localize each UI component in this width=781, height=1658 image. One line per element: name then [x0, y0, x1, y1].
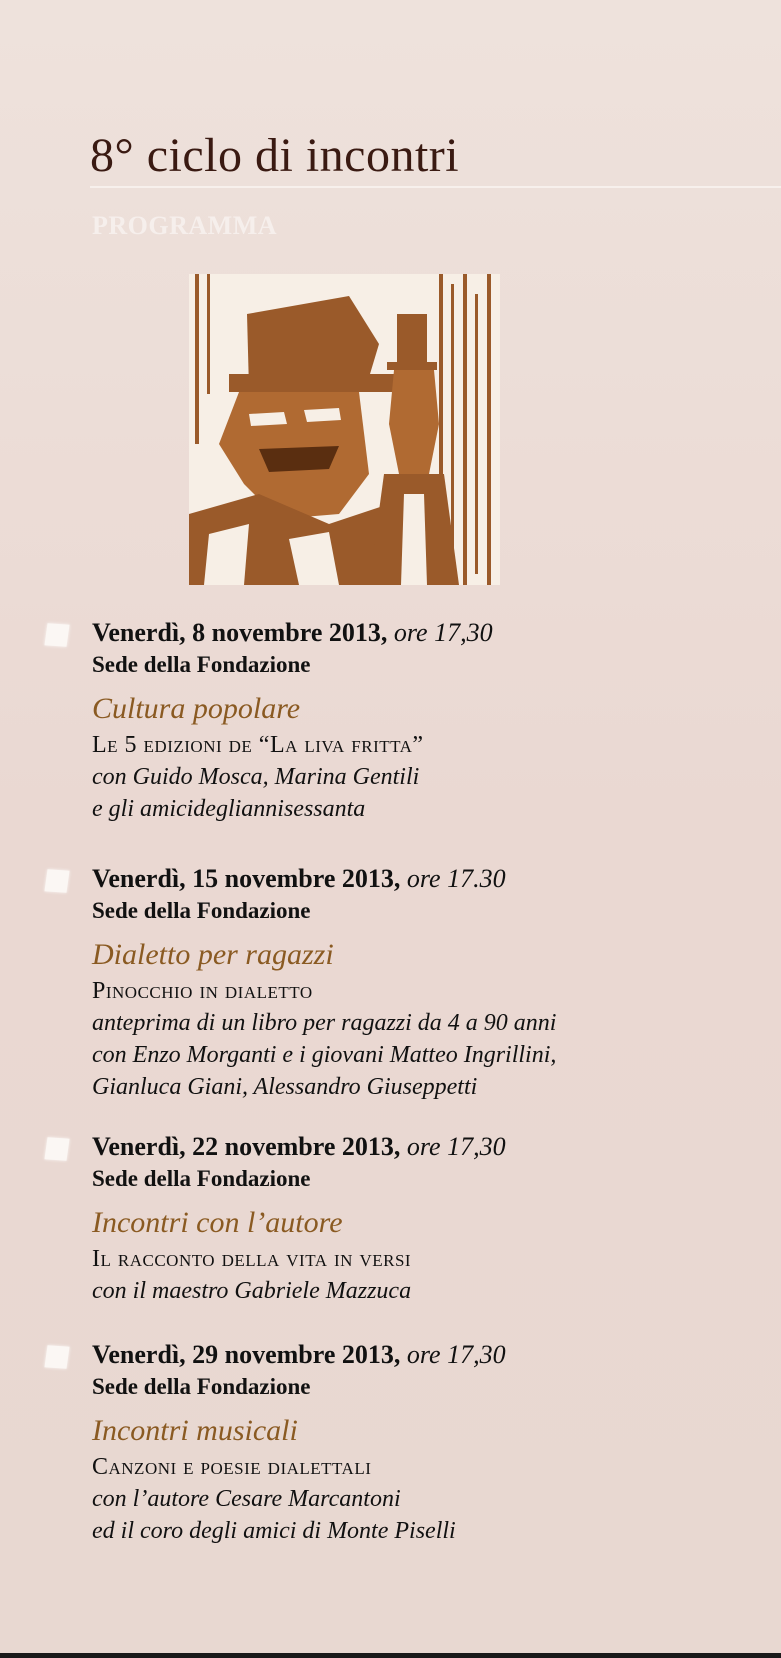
- bottom-edge: [0, 1653, 781, 1658]
- event-desc-line: con il maestro Gabriele Mazzuca: [92, 1278, 412, 1304]
- event-category: Cultura popolare: [92, 692, 301, 725]
- event-desc-line: e gli amicidegliannisessanta: [92, 796, 366, 822]
- event-time: ore 17,30: [406, 1340, 506, 1369]
- event-place: Sede della Fondazione: [92, 898, 311, 923]
- event-place: Sede della Fondazione: [92, 652, 311, 677]
- event-time: ore 17,30: [406, 1132, 506, 1161]
- title-divider: [90, 186, 781, 188]
- event-category: Dialetto per ragazzi: [92, 938, 334, 971]
- bullet-marker: [44, 1345, 69, 1369]
- event-headline: Canzoni e poesie dialettali: [92, 1454, 372, 1480]
- event-desc-line: con l’autore Cesare Marcantoni: [92, 1486, 401, 1512]
- event-time: ore 17.30: [406, 864, 506, 893]
- event-desc-line: ed il coro degli amici di Monte Piselli: [92, 1518, 456, 1544]
- event-time: ore 17,30: [393, 618, 493, 647]
- event-place: Sede della Fondazione: [92, 1374, 311, 1399]
- event-date: Venerdì, 15 novembre 2013, ore 17.30: [92, 864, 506, 893]
- event-headline: Il racconto della vita in versi: [92, 1246, 412, 1272]
- program-subtitle: PROGRAMMA: [92, 211, 278, 240]
- event-desc-line: Gianluca Giani, Alessandro Giuseppetti: [92, 1074, 478, 1100]
- event-desc-line: con Guido Mosca, Marina Gentili: [92, 764, 420, 790]
- event-category: Incontri musicali: [92, 1414, 298, 1447]
- event-category: Incontri con l’autore: [92, 1206, 343, 1239]
- event-date: Venerdì, 29 novembre 2013, ore 17,30: [92, 1340, 506, 1369]
- event-date: Venerdì, 8 novembre 2013, ore 17,30: [92, 618, 493, 647]
- event-place: Sede della Fondazione: [92, 1166, 311, 1191]
- event-headline: Pinocchio in dialetto: [92, 978, 313, 1004]
- bullet-marker: [44, 623, 69, 647]
- bullet-marker: [44, 1137, 69, 1161]
- event-desc-line: con Enzo Morganti e i giovani Matteo Ingrillini,: [92, 1042, 557, 1068]
- page-title: 8° ciclo di incontri: [90, 129, 460, 182]
- woodcut-illustration: [189, 274, 500, 585]
- bullet-marker: [44, 869, 69, 893]
- event-desc-line: anteprima di un libro per ragazzi da 4 a 90 anni: [92, 1010, 557, 1036]
- event-headline: Le 5 edizioni de “La liva fritta”: [92, 732, 424, 758]
- event-date: Venerdì, 22 novembre 2013, ore 17,30: [92, 1132, 506, 1161]
